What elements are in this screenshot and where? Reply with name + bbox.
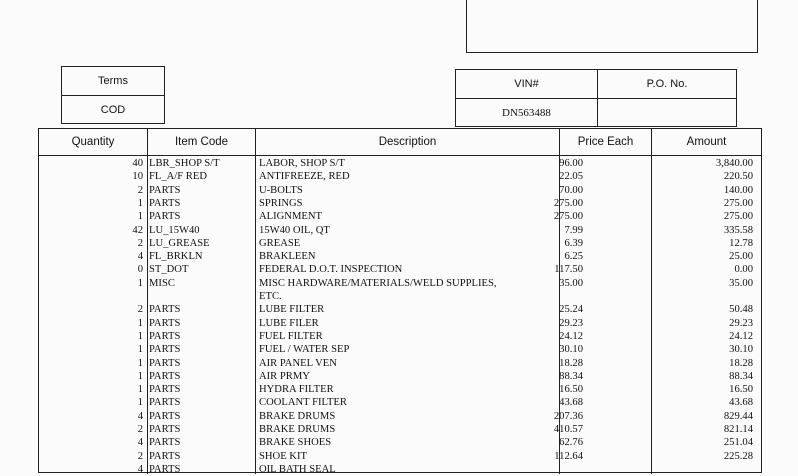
- row-description: BRAKE DRUMS: [259, 410, 336, 422]
- row-description: 15W40 OIL, QT: [259, 224, 330, 236]
- row-amount: 220.50: [723, 171, 753, 183]
- row-price-each: 117.50: [554, 264, 583, 276]
- row-quantity: 1: [137, 317, 143, 329]
- row-quantity: 4: [137, 251, 143, 263]
- row-amount: 16.50: [729, 384, 753, 396]
- table-row: [39, 410, 763, 423]
- row-price-each: 29.23: [559, 317, 583, 329]
- row-quantity: 4: [137, 437, 143, 449]
- row-description: LUBE FILER: [259, 317, 319, 329]
- table-row: [39, 343, 763, 356]
- address-box: [466, 0, 758, 53]
- row-price-each: 410.57: [553, 424, 583, 435]
- table-row: [39, 157, 763, 170]
- row-item-code: PARTS: [149, 304, 181, 316]
- row-item-code: PARTS: [149, 330, 181, 342]
- vin-po-box: [455, 69, 737, 127]
- vin-value: DN563488: [502, 107, 551, 119]
- table-row: [39, 317, 763, 330]
- terms-value: COD: [100, 104, 126, 116]
- row-item-code: FL_BRKLN: [149, 251, 203, 263]
- terms-label: Terms: [98, 75, 128, 87]
- table-row: [39, 330, 763, 343]
- row-quantity: 4: [137, 410, 143, 422]
- table-row: [39, 197, 763, 210]
- row-item-code: ST_DOT: [149, 264, 189, 276]
- row-item-code: PARTS: [149, 317, 181, 329]
- row-quantity: 10: [132, 171, 143, 183]
- row-price-each: 35.00: [559, 277, 583, 289]
- row-item-code: PARTS: [149, 344, 181, 356]
- row-price-each: 207.36: [553, 410, 583, 422]
- row-quantity: 2: [137, 304, 143, 316]
- header-quantity: Quantity: [71, 136, 115, 148]
- table-row: [39, 423, 763, 436]
- row-amount: 275.00: [723, 197, 753, 209]
- line-items-table: [38, 128, 762, 473]
- po-value: [598, 99, 736, 127]
- table-row: [39, 357, 763, 370]
- table-row: [39, 210, 763, 223]
- row-amount: 140.00: [723, 184, 753, 196]
- table-row: [39, 184, 763, 197]
- table-row: [39, 463, 763, 476]
- row-amount: 0.00: [734, 264, 753, 276]
- row-quantity: 1: [137, 370, 143, 382]
- row-quantity: 0: [137, 264, 143, 276]
- row-description: SPRINGS: [259, 197, 303, 209]
- row-quantity: 1: [137, 384, 143, 396]
- row-amount: 251.04: [723, 437, 753, 449]
- table-row: [39, 263, 763, 276]
- terms-box: [61, 66, 165, 124]
- row-price-each: 88.34: [559, 370, 583, 382]
- row-quantity: 2: [137, 450, 143, 462]
- po-label: P.O. No.: [646, 78, 688, 90]
- row-item-code: LU_15W40: [149, 224, 200, 236]
- row-amount: 829.44: [723, 410, 753, 422]
- row-item-code: PARTS: [149, 384, 181, 396]
- header-price-each: Price Each: [577, 136, 634, 148]
- header-amount: Amount: [686, 136, 727, 148]
- row-price-each: 275.00: [553, 197, 583, 209]
- row-item-code: PARTS: [149, 397, 181, 409]
- row-price-each: 70.00: [559, 184, 583, 196]
- row-item-code: LU_GREASE: [149, 237, 210, 249]
- row-amount: 35.00: [729, 277, 753, 289]
- row-item-code: PARTS: [149, 197, 181, 209]
- row-quantity: 1: [137, 211, 143, 223]
- row-quantity: 40: [132, 158, 143, 169]
- row-price-each: 43.68: [559, 397, 583, 409]
- row-description: AIR PRMY: [259, 370, 310, 382]
- header-item-code: Item Code: [174, 136, 229, 148]
- row-quantity: 2: [137, 184, 143, 196]
- table-row: [39, 277, 763, 290]
- row-amount: 18.28: [729, 357, 753, 369]
- row-quantity: 42: [132, 224, 143, 236]
- row-item-code: PARTS: [149, 211, 181, 223]
- row-description: FUEL / WATER SEP: [259, 344, 350, 356]
- row-amount: 335.58: [723, 224, 753, 236]
- row-price-each: 18.28: [559, 357, 583, 369]
- row-item-code: PARTS: [149, 357, 181, 369]
- row-description: AIR PANEL VEN: [259, 357, 337, 369]
- row-description: FUEL FILTER: [259, 330, 323, 342]
- row-amount: 88.34: [729, 370, 753, 382]
- table-row: [39, 224, 763, 237]
- row-price-each: 24.12: [559, 330, 583, 342]
- row-item-code: PARTS: [149, 370, 181, 382]
- row-item-code: PARTS: [149, 184, 181, 196]
- row-description: HYDRA FILTER: [259, 384, 334, 396]
- row-description: FEDERAL D.O.T. INSPECTION: [259, 264, 403, 276]
- row-amount: 225.28: [723, 450, 753, 462]
- row-item-code: PARTS: [149, 437, 181, 449]
- row-price-each: 6.25: [564, 251, 583, 263]
- row-description: LABOR, SHOP S/T: [259, 158, 345, 169]
- row-amount: 29.23: [729, 317, 753, 329]
- row-amount: 3,840.00: [715, 158, 753, 169]
- row-quantity: 1: [137, 357, 143, 369]
- row-item-code: PARTS: [149, 424, 181, 435]
- row-description: BRAKE DRUMS: [259, 424, 336, 435]
- row-amount: 43.68: [729, 397, 753, 409]
- row-price-each: 22.05: [559, 171, 583, 183]
- row-price-each: 112.64: [554, 450, 583, 462]
- row-description: ALIGNMENT: [259, 211, 322, 223]
- row-quantity: 4: [137, 463, 143, 475]
- row-description: MISC HARDWARE/MATERIALS/WELD SUPPLIES,: [259, 277, 497, 289]
- table-row: [39, 303, 763, 316]
- row-description: ANTIFREEZE, RED: [259, 171, 350, 183]
- row-description: SHOE KIT: [259, 450, 307, 462]
- row-price-each: 30.10: [559, 344, 583, 356]
- row-item-code: PARTS: [149, 463, 181, 475]
- row-quantity: 1: [137, 277, 143, 289]
- row-amount: 821.14: [723, 424, 753, 435]
- table-row: [39, 237, 763, 250]
- row-description: OIL BATH SEAL: [259, 463, 336, 475]
- header-description: Description: [378, 136, 437, 148]
- row-item-code: LBR_SHOP S/T: [149, 158, 220, 169]
- table-row-continuation: [39, 290, 763, 303]
- row-price-each: 25.24: [559, 304, 583, 316]
- row-item-code: PARTS: [149, 410, 181, 422]
- row-amount: 12.78: [729, 237, 753, 249]
- table-row: [39, 370, 763, 383]
- row-quantity: 1: [137, 397, 143, 409]
- table-row: [39, 450, 763, 463]
- row-item-code: MISC: [149, 277, 175, 289]
- table-row: [39, 250, 763, 263]
- row-quantity: 2: [137, 237, 143, 249]
- row-amount: 30.10: [729, 344, 753, 356]
- row-description-continued: ETC.: [259, 291, 282, 302]
- table-row: [39, 170, 763, 183]
- row-price-each: 6.39: [564, 237, 583, 249]
- row-price-each: 7.99: [564, 224, 583, 236]
- row-description: LUBE FILTER: [259, 304, 325, 316]
- row-price-each: 96.00: [559, 158, 583, 169]
- row-amount: 25.00: [729, 251, 753, 263]
- row-description: COOLANT FILTER: [259, 397, 347, 409]
- row-item-code: FL_A/F RED: [149, 171, 207, 183]
- row-price-each: 16.50: [559, 384, 583, 396]
- row-price-each: 62.76: [559, 437, 583, 449]
- row-price-each: 275.00: [553, 211, 583, 223]
- row-amount: 24.12: [729, 330, 753, 342]
- row-quantity: 1: [137, 330, 143, 342]
- vin-label: VIN#: [514, 78, 539, 90]
- table-row: [39, 396, 763, 409]
- table-row: [39, 436, 763, 449]
- row-description: BRAKLEEN: [259, 251, 316, 263]
- row-quantity: 1: [137, 197, 143, 209]
- row-amount: 275.00: [723, 211, 753, 223]
- table-row: [39, 383, 763, 396]
- row-amount: 50.48: [729, 304, 753, 316]
- row-item-code: PARTS: [149, 450, 181, 462]
- row-quantity: 2: [137, 424, 143, 435]
- row-description: BRAKE SHOES: [259, 437, 332, 449]
- row-quantity: 1: [137, 344, 143, 356]
- row-description: GREASE: [259, 237, 301, 249]
- row-description: U-BOLTS: [259, 184, 303, 196]
